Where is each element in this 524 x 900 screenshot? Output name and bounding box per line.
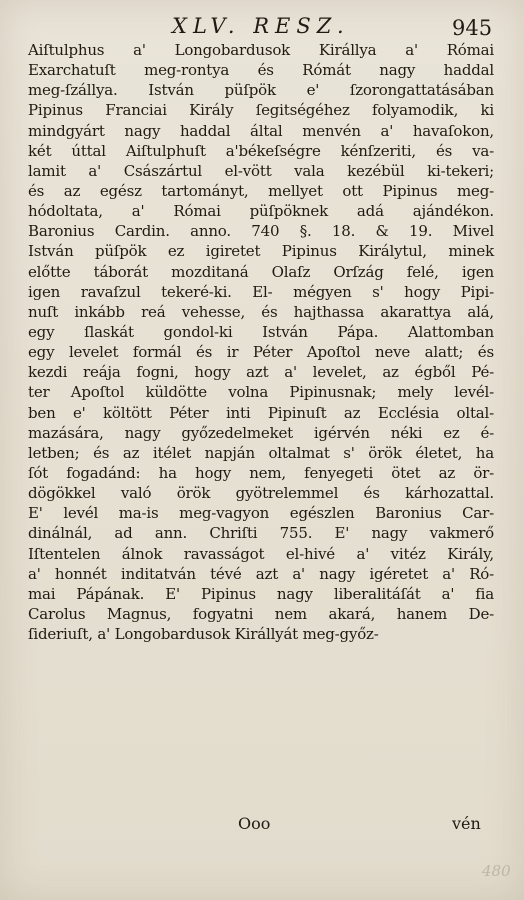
text-line: meg-ſzállya. István püſpök e' ſzorongattatásában (28, 81, 494, 100)
text-line: ben e' költött Péter inti Pipinuſt az Ecclésia oltal- (28, 403, 494, 422)
text-line: ſideriuſt, a' Longobardusok Királlyát meg-győz- (28, 625, 379, 644)
text-line: lamit a' Császártul el-vött vala kezébül ki-tekeri; (28, 161, 494, 180)
body-text (28, 40, 494, 644)
text-line: mindgyárt nagy haddal által menvén a' havaſokon, (28, 121, 494, 140)
text-line: egy ſlaskát gondol-ki István Pápa. Alattomban (28, 322, 494, 341)
text-line: ſót fogadánd: ha hogy nem, fenyegeti ötet az ör- (28, 463, 494, 482)
page-header (0, 6, 524, 42)
signature-mark: Ooo (238, 814, 271, 833)
catchword: vén (452, 814, 481, 833)
text-line: mai Pápának. E' Pipinus nagy liberalitáſát a' fia (28, 584, 494, 603)
text-line: ter Apoſtol küldötte volna Pipinusnak; mely levél- (28, 383, 494, 402)
text-line: letben; és az itélet napján oltalmat s' örök életet, ha (28, 443, 494, 462)
text-line: Aiſtulphus a' Longobardusok Királlya a' Római (28, 41, 494, 59)
text-line: dinálnál, ad ann. Chriſti 755. E' nagy vakmerő (28, 524, 494, 543)
text-line: dögökkel való örök gyötrelemmel és kárhozattal. (28, 484, 494, 503)
page-footer (0, 814, 524, 838)
text-line: előtte táborát mozditaná Olaſz Orſzág felé, igen (28, 262, 494, 281)
text-line: Pipinus Franciai Király ſegitségéhez folyamodik, ki (28, 101, 494, 120)
text-line: E' levél ma-is meg-vagyon egészlen Baronius Car- (28, 504, 494, 523)
text-line: kezdi reája fogni, hogy azt a' levelet, az égből Pé- (28, 363, 494, 382)
text-line: Exarchatuſt meg-rontya és Rómát nagy haddal (28, 61, 494, 80)
text-line: és az egész tartományt, mellyet ott Pipinus meg- (28, 181, 494, 200)
text-line: Iſtentelen álnok ravasságot el-hivé a' vitéz Király, (28, 544, 494, 563)
text-line: a' honnét inditatván tévé azt a' nagy igéretet a' Ró- (28, 564, 494, 583)
text-line: két úttal Aiſtulphuſt a'békeſségre kénſzeriti, és va- (28, 141, 494, 160)
text-line: nuſt inkább reá vehesse, és hajthassa akarattya alá, (28, 302, 494, 321)
text-line: igen ravaſzul tekeré-ki. El- mégyen s' hogy Pipi- (28, 282, 494, 301)
text-line: Carolus Magnus, fogyatni nem akará, hanem De- (28, 604, 494, 623)
page-number: 945 (452, 16, 493, 40)
text-line: István püſpök ez igiretet Pipinus Királytul, minek (28, 242, 494, 261)
running-head: XLV. RESZ. (172, 14, 350, 38)
margin-note: 480 (482, 862, 511, 880)
text-line: egy levelet formál és ir Péter Apoſtol neve alatt; és (28, 343, 494, 362)
text-line: Baronius Cardin. anno. 740 §. 18. & 19. Mivel (28, 222, 494, 241)
text-line: hódoltata, a' Római püſpöknek adá ajándékon. (28, 202, 494, 221)
text-line: mazására, nagy győzedelmeket igérvén néki ez é- (28, 423, 494, 442)
